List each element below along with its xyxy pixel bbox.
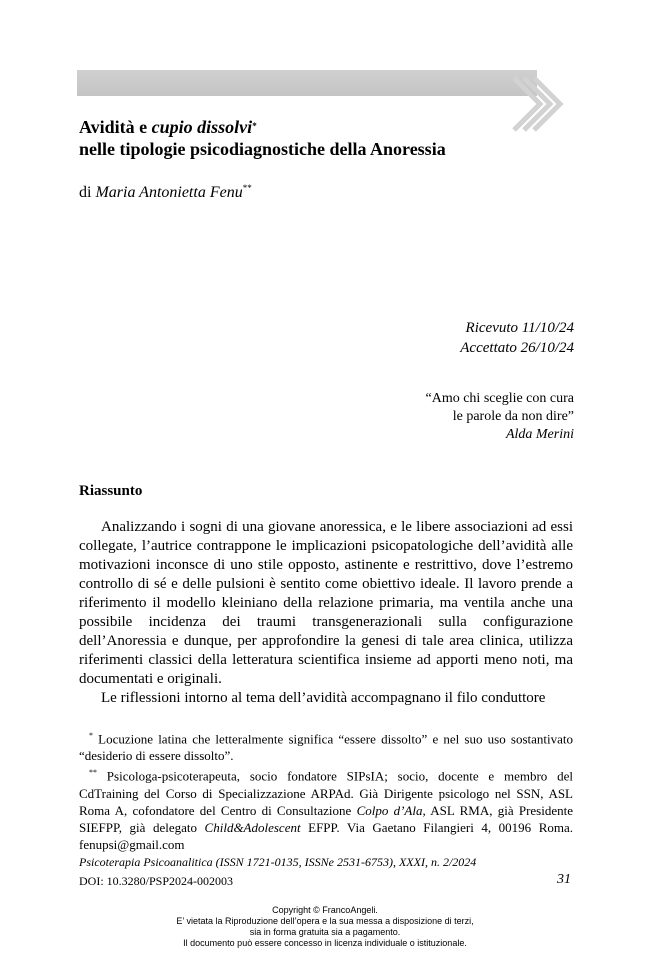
footnotes (79, 727, 573, 853)
abstract (79, 518, 573, 708)
title-latin-phrase: cupio dissolvi (151, 117, 253, 137)
footnote-2-text-a: Psicologa-psicoterapeuta, socio fondatore SIPsIA; socio, docente e membro del CdTraining del Corso di Specializzazione ARPAd. Già Dirigente psicologo nel SSN, ASL Roma A, cofondatore del Centro di Consultazione (79, 768, 573, 818)
author-footnote-mark[interactable]: ** (242, 183, 252, 193)
footnote-1 (79, 727, 573, 764)
abstract-paragraph-1: Analizzando i sogni di una giovane anoressica, e le libere associazioni ad essi collegate, l’autrice contrappone le implicazioni psicopatologiche dell’avidità alle motivazioni inconsce di uno stile opposto, astinente e restrittivo, dove l’estremo controllo di sé e delle pulsioni è sentito come obiettivo ideale. Il lavoro prende a riferimento il modello kleiniano della relazione primaria, ma ventila anche una possibile incidenza dei traumi transgenerazionali sulla configurazione dell’Anoressia e dunque, per approfondire la genesi di tale area clinica, utilizza riferimenti classici della letteratura scientifica insieme ad apporti meno noti, ma documentati e originali. (79, 519, 573, 687)
author-prefix: di (79, 184, 96, 201)
author-line (79, 184, 252, 202)
footnote-2-italic-b: Child&Adolescent (204, 819, 301, 835)
footnote-2-text-c: EFPP. Via Gaetano Filangieri 4, 00196 Roma. fenupsi@gmail.com (79, 819, 573, 852)
abstract-paragraph-2: Le riflessioni intorno al tema dell’avidità accompagnano il filo conduttore (101, 690, 546, 706)
footnote-2-mark: ** (89, 768, 97, 778)
copyright-line-4: Il documento può essere concesso in licenza individuale o istituzionale. (183, 938, 467, 948)
section-heading: Riassunto (79, 483, 143, 499)
page-number: 31 (557, 872, 571, 887)
doi[interactable]: DOI: 10.3280/PSP2024-002003 (79, 874, 234, 888)
journal-citation: Psicoterapia Psicoanalitica (ISSN 1721-0135, ISSNe 2531-6753), XXXI, n. 2/2024 (79, 855, 477, 869)
title-line-2: nelle tipologie psicodiagnostiche della Anoressia (79, 139, 446, 159)
received-date: Ricevuto 11/10/24 (465, 320, 574, 336)
footnote-2 (79, 764, 573, 852)
article-title (79, 116, 599, 160)
copyright-line-1: Copyright © FrancoAngeli. (272, 905, 378, 915)
copyright-notice (0, 905, 650, 949)
title-line-1 (79, 116, 599, 138)
copyright-line-2: E’ vietata la Riproduzione dell’opera e la sua messa a disposizione di terzi, (176, 916, 474, 926)
title-prefix: Avidità e (79, 117, 152, 137)
accepted-date: Accettato 26/10/24 (460, 340, 574, 356)
footnote-1-mark: * (89, 731, 93, 740)
footnote-1-text: Locuzione latina che letteralmente significa “essere dissolto” e nel suo uso sostantivato “desiderio di essere dissolto”. (79, 731, 573, 764)
title-footnote-mark[interactable]: * (252, 121, 257, 131)
epigraph (426, 390, 575, 444)
header-bar (77, 70, 537, 96)
epigraph-line-1: “Amo chi sceglie con cura (425, 391, 574, 406)
copyright-line-3: sia in forma gratuita sia a pagamento. (249, 927, 401, 937)
epigraph-author: Alda Merini (505, 427, 574, 442)
footnote-2-text-b: , ASL RMA, già Presidente SIEFPP, già delegato (79, 802, 573, 835)
submission-dates (460, 318, 574, 358)
epigraph-line-2: le parole da non dire” (452, 409, 574, 424)
author-name: Maria Antonietta Fenu (95, 184, 243, 201)
footnote-2-italic-a: Colpo d’Ala (356, 802, 423, 818)
